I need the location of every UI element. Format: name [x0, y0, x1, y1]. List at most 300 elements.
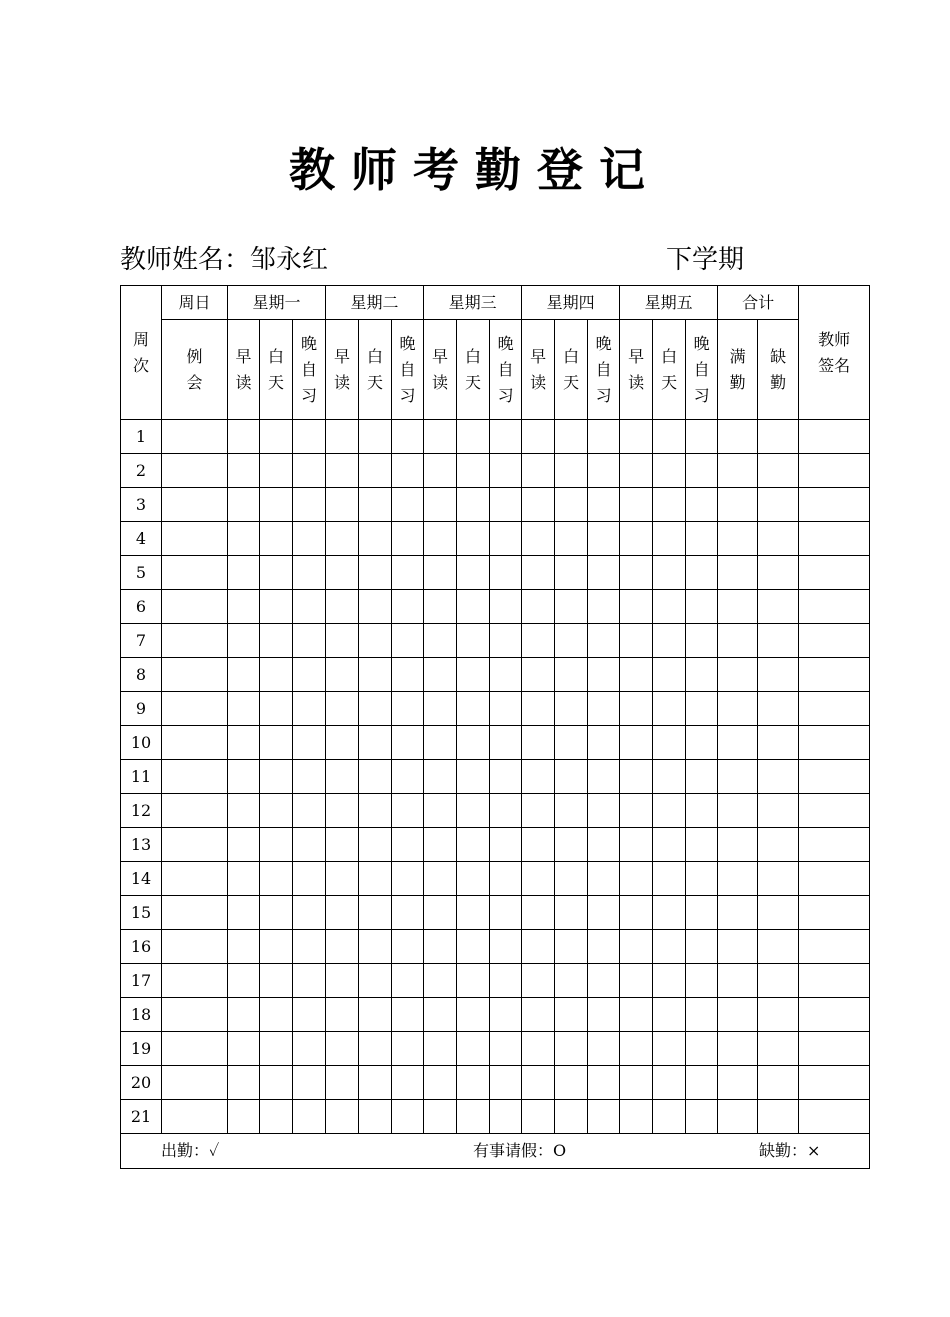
- attendance-cell[interactable]: [522, 556, 555, 590]
- attendance-cell[interactable]: [162, 488, 228, 522]
- attendance-cell[interactable]: [260, 590, 293, 624]
- attendance-cell[interactable]: [588, 624, 620, 658]
- attendance-cell[interactable]: [522, 658, 555, 692]
- attendance-cell[interactable]: [555, 454, 588, 488]
- attendance-cell[interactable]: [490, 556, 522, 590]
- signature-cell[interactable]: [799, 1032, 870, 1066]
- attendance-cell[interactable]: [522, 1032, 555, 1066]
- attendance-cell[interactable]: [758, 454, 799, 488]
- attendance-cell[interactable]: [326, 794, 359, 828]
- attendance-cell[interactable]: [653, 828, 686, 862]
- attendance-cell[interactable]: [490, 658, 522, 692]
- attendance-cell[interactable]: [686, 1100, 718, 1134]
- attendance-cell[interactable]: [457, 794, 490, 828]
- attendance-cell[interactable]: [424, 488, 457, 522]
- attendance-cell[interactable]: [588, 726, 620, 760]
- attendance-cell[interactable]: [522, 1100, 555, 1134]
- signature-cell[interactable]: [799, 420, 870, 454]
- attendance-cell[interactable]: [424, 896, 457, 930]
- signature-cell[interactable]: [799, 998, 870, 1032]
- attendance-cell[interactable]: [228, 590, 260, 624]
- signature-cell[interactable]: [799, 488, 870, 522]
- attendance-cell[interactable]: [718, 658, 758, 692]
- attendance-cell[interactable]: [359, 828, 392, 862]
- attendance-cell[interactable]: [653, 930, 686, 964]
- attendance-cell[interactable]: [457, 556, 490, 590]
- signature-cell[interactable]: [799, 1100, 870, 1134]
- attendance-cell[interactable]: [490, 454, 522, 488]
- signature-cell[interactable]: [799, 1066, 870, 1100]
- attendance-cell[interactable]: [758, 488, 799, 522]
- attendance-cell[interactable]: [162, 624, 228, 658]
- attendance-cell[interactable]: [653, 964, 686, 998]
- attendance-cell[interactable]: [718, 998, 758, 1032]
- attendance-cell[interactable]: [620, 930, 653, 964]
- attendance-cell[interactable]: [555, 488, 588, 522]
- attendance-cell[interactable]: [260, 1032, 293, 1066]
- attendance-cell[interactable]: [228, 998, 260, 1032]
- attendance-cell[interactable]: [620, 998, 653, 1032]
- attendance-cell[interactable]: [228, 624, 260, 658]
- attendance-cell[interactable]: [522, 930, 555, 964]
- signature-cell[interactable]: [799, 522, 870, 556]
- attendance-cell[interactable]: [588, 522, 620, 556]
- attendance-cell[interactable]: [359, 624, 392, 658]
- attendance-cell[interactable]: [686, 930, 718, 964]
- attendance-cell[interactable]: [653, 862, 686, 896]
- attendance-cell[interactable]: [555, 556, 588, 590]
- attendance-cell[interactable]: [758, 522, 799, 556]
- attendance-cell[interactable]: [228, 1066, 260, 1100]
- attendance-cell[interactable]: [653, 420, 686, 454]
- attendance-cell[interactable]: [228, 964, 260, 998]
- attendance-cell[interactable]: [588, 1066, 620, 1100]
- attendance-cell[interactable]: [392, 692, 424, 726]
- attendance-cell[interactable]: [293, 1100, 326, 1134]
- attendance-cell[interactable]: [620, 420, 653, 454]
- attendance-cell[interactable]: [359, 862, 392, 896]
- attendance-cell[interactable]: [718, 896, 758, 930]
- attendance-cell[interactable]: [588, 862, 620, 896]
- attendance-cell[interactable]: [555, 896, 588, 930]
- attendance-cell[interactable]: [653, 658, 686, 692]
- attendance-cell[interactable]: [555, 794, 588, 828]
- attendance-cell[interactable]: [424, 828, 457, 862]
- attendance-cell[interactable]: [490, 726, 522, 760]
- attendance-cell[interactable]: [758, 658, 799, 692]
- attendance-cell[interactable]: [718, 1066, 758, 1100]
- attendance-cell[interactable]: [228, 488, 260, 522]
- attendance-cell[interactable]: [490, 1032, 522, 1066]
- attendance-cell[interactable]: [293, 998, 326, 1032]
- attendance-cell[interactable]: [228, 556, 260, 590]
- attendance-cell[interactable]: [359, 488, 392, 522]
- attendance-cell[interactable]: [522, 828, 555, 862]
- attendance-cell[interactable]: [162, 998, 228, 1032]
- attendance-cell[interactable]: [424, 794, 457, 828]
- attendance-cell[interactable]: [620, 862, 653, 896]
- attendance-cell[interactable]: [260, 624, 293, 658]
- attendance-cell[interactable]: [588, 930, 620, 964]
- attendance-cell[interactable]: [522, 1066, 555, 1100]
- attendance-cell[interactable]: [653, 760, 686, 794]
- attendance-cell[interactable]: [359, 692, 392, 726]
- attendance-cell[interactable]: [758, 862, 799, 896]
- attendance-cell[interactable]: [522, 726, 555, 760]
- attendance-cell[interactable]: [718, 794, 758, 828]
- attendance-cell[interactable]: [758, 726, 799, 760]
- attendance-cell[interactable]: [293, 590, 326, 624]
- attendance-cell[interactable]: [424, 590, 457, 624]
- attendance-cell[interactable]: [260, 896, 293, 930]
- attendance-cell[interactable]: [260, 794, 293, 828]
- attendance-cell[interactable]: [620, 1100, 653, 1134]
- attendance-cell[interactable]: [522, 420, 555, 454]
- attendance-cell[interactable]: [326, 454, 359, 488]
- signature-cell[interactable]: [799, 624, 870, 658]
- attendance-cell[interactable]: [588, 1100, 620, 1134]
- attendance-cell[interactable]: [424, 454, 457, 488]
- attendance-cell[interactable]: [260, 828, 293, 862]
- attendance-cell[interactable]: [620, 794, 653, 828]
- attendance-cell[interactable]: [326, 862, 359, 896]
- attendance-cell[interactable]: [555, 760, 588, 794]
- attendance-cell[interactable]: [620, 828, 653, 862]
- attendance-cell[interactable]: [228, 930, 260, 964]
- attendance-cell[interactable]: [522, 692, 555, 726]
- attendance-cell[interactable]: [758, 590, 799, 624]
- attendance-cell[interactable]: [490, 896, 522, 930]
- attendance-cell[interactable]: [653, 692, 686, 726]
- attendance-cell[interactable]: [326, 726, 359, 760]
- attendance-cell[interactable]: [424, 556, 457, 590]
- attendance-cell[interactable]: [758, 964, 799, 998]
- attendance-cell[interactable]: [653, 726, 686, 760]
- attendance-cell[interactable]: [718, 692, 758, 726]
- attendance-cell[interactable]: [392, 1032, 424, 1066]
- attendance-cell[interactable]: [228, 454, 260, 488]
- attendance-cell[interactable]: [555, 1066, 588, 1100]
- attendance-cell[interactable]: [260, 998, 293, 1032]
- attendance-cell[interactable]: [686, 862, 718, 896]
- attendance-cell[interactable]: [718, 488, 758, 522]
- signature-cell[interactable]: [799, 760, 870, 794]
- attendance-cell[interactable]: [522, 964, 555, 998]
- attendance-cell[interactable]: [457, 454, 490, 488]
- attendance-cell[interactable]: [359, 1100, 392, 1134]
- attendance-cell[interactable]: [758, 1032, 799, 1066]
- attendance-cell[interactable]: [686, 998, 718, 1032]
- attendance-cell[interactable]: [359, 930, 392, 964]
- attendance-cell[interactable]: [718, 522, 758, 556]
- attendance-cell[interactable]: [686, 522, 718, 556]
- attendance-cell[interactable]: [162, 454, 228, 488]
- attendance-cell[interactable]: [260, 522, 293, 556]
- attendance-cell[interactable]: [490, 760, 522, 794]
- attendance-cell[interactable]: [326, 624, 359, 658]
- attendance-cell[interactable]: [260, 692, 293, 726]
- attendance-cell[interactable]: [260, 1100, 293, 1134]
- attendance-cell[interactable]: [686, 794, 718, 828]
- attendance-cell[interactable]: [620, 624, 653, 658]
- attendance-cell[interactable]: [490, 930, 522, 964]
- attendance-cell[interactable]: [522, 862, 555, 896]
- attendance-cell[interactable]: [326, 896, 359, 930]
- attendance-cell[interactable]: [392, 658, 424, 692]
- attendance-cell[interactable]: [490, 488, 522, 522]
- attendance-cell[interactable]: [522, 624, 555, 658]
- attendance-cell[interactable]: [490, 522, 522, 556]
- attendance-cell[interactable]: [758, 556, 799, 590]
- attendance-cell[interactable]: [326, 590, 359, 624]
- attendance-cell[interactable]: [457, 964, 490, 998]
- attendance-cell[interactable]: [555, 1100, 588, 1134]
- attendance-cell[interactable]: [359, 1066, 392, 1100]
- attendance-cell[interactable]: [758, 420, 799, 454]
- attendance-cell[interactable]: [424, 692, 457, 726]
- attendance-cell[interactable]: [620, 964, 653, 998]
- attendance-cell[interactable]: [392, 930, 424, 964]
- attendance-cell[interactable]: [326, 828, 359, 862]
- attendance-cell[interactable]: [686, 726, 718, 760]
- attendance-cell[interactable]: [293, 624, 326, 658]
- attendance-cell[interactable]: [522, 998, 555, 1032]
- attendance-cell[interactable]: [228, 794, 260, 828]
- attendance-cell[interactable]: [293, 726, 326, 760]
- attendance-cell[interactable]: [260, 726, 293, 760]
- attendance-cell[interactable]: [457, 522, 490, 556]
- attendance-cell[interactable]: [555, 726, 588, 760]
- attendance-cell[interactable]: [162, 726, 228, 760]
- attendance-cell[interactable]: [424, 930, 457, 964]
- attendance-cell[interactable]: [620, 658, 653, 692]
- attendance-cell[interactable]: [457, 1100, 490, 1134]
- attendance-cell[interactable]: [424, 1100, 457, 1134]
- attendance-cell[interactable]: [718, 1032, 758, 1066]
- attendance-cell[interactable]: [653, 896, 686, 930]
- attendance-cell[interactable]: [392, 760, 424, 794]
- attendance-cell[interactable]: [490, 624, 522, 658]
- attendance-cell[interactable]: [162, 1032, 228, 1066]
- attendance-cell[interactable]: [490, 590, 522, 624]
- attendance-cell[interactable]: [326, 964, 359, 998]
- attendance-cell[interactable]: [620, 896, 653, 930]
- attendance-cell[interactable]: [293, 1066, 326, 1100]
- attendance-cell[interactable]: [490, 862, 522, 896]
- attendance-cell[interactable]: [293, 964, 326, 998]
- attendance-cell[interactable]: [359, 522, 392, 556]
- attendance-cell[interactable]: [686, 488, 718, 522]
- attendance-cell[interactable]: [228, 692, 260, 726]
- attendance-cell[interactable]: [620, 1032, 653, 1066]
- attendance-cell[interactable]: [228, 726, 260, 760]
- attendance-cell[interactable]: [424, 658, 457, 692]
- attendance-cell[interactable]: [326, 420, 359, 454]
- attendance-cell[interactable]: [293, 760, 326, 794]
- attendance-cell[interactable]: [588, 454, 620, 488]
- attendance-cell[interactable]: [686, 1066, 718, 1100]
- attendance-cell[interactable]: [228, 522, 260, 556]
- attendance-cell[interactable]: [392, 624, 424, 658]
- attendance-cell[interactable]: [718, 420, 758, 454]
- attendance-cell[interactable]: [522, 794, 555, 828]
- attendance-cell[interactable]: [424, 964, 457, 998]
- attendance-cell[interactable]: [758, 624, 799, 658]
- attendance-cell[interactable]: [260, 454, 293, 488]
- attendance-cell[interactable]: [457, 488, 490, 522]
- attendance-cell[interactable]: [359, 658, 392, 692]
- attendance-cell[interactable]: [718, 1100, 758, 1134]
- attendance-cell[interactable]: [162, 420, 228, 454]
- signature-cell[interactable]: [799, 828, 870, 862]
- attendance-cell[interactable]: [457, 862, 490, 896]
- attendance-cell[interactable]: [718, 624, 758, 658]
- attendance-cell[interactable]: [522, 454, 555, 488]
- signature-cell[interactable]: [799, 964, 870, 998]
- attendance-cell[interactable]: [260, 964, 293, 998]
- attendance-cell[interactable]: [457, 896, 490, 930]
- attendance-cell[interactable]: [162, 930, 228, 964]
- attendance-cell[interactable]: [228, 828, 260, 862]
- signature-cell[interactable]: [799, 726, 870, 760]
- attendance-cell[interactable]: [653, 454, 686, 488]
- attendance-cell[interactable]: [293, 658, 326, 692]
- attendance-cell[interactable]: [490, 998, 522, 1032]
- attendance-cell[interactable]: [490, 692, 522, 726]
- attendance-cell[interactable]: [392, 998, 424, 1032]
- attendance-cell[interactable]: [588, 964, 620, 998]
- attendance-cell[interactable]: [555, 964, 588, 998]
- attendance-cell[interactable]: [392, 590, 424, 624]
- attendance-cell[interactable]: [359, 590, 392, 624]
- attendance-cell[interactable]: [653, 1032, 686, 1066]
- attendance-cell[interactable]: [228, 760, 260, 794]
- attendance-cell[interactable]: [260, 930, 293, 964]
- attendance-cell[interactable]: [162, 760, 228, 794]
- attendance-cell[interactable]: [457, 760, 490, 794]
- attendance-cell[interactable]: [392, 522, 424, 556]
- attendance-cell[interactable]: [392, 1066, 424, 1100]
- attendance-cell[interactable]: [588, 794, 620, 828]
- attendance-cell[interactable]: [228, 658, 260, 692]
- attendance-cell[interactable]: [555, 1032, 588, 1066]
- attendance-cell[interactable]: [392, 828, 424, 862]
- attendance-cell[interactable]: [392, 420, 424, 454]
- attendance-cell[interactable]: [457, 726, 490, 760]
- attendance-cell[interactable]: [162, 658, 228, 692]
- attendance-cell[interactable]: [424, 1032, 457, 1066]
- attendance-cell[interactable]: [522, 896, 555, 930]
- attendance-cell[interactable]: [293, 692, 326, 726]
- attendance-cell[interactable]: [686, 420, 718, 454]
- signature-cell[interactable]: [799, 794, 870, 828]
- attendance-cell[interactable]: [457, 420, 490, 454]
- attendance-cell[interactable]: [162, 1066, 228, 1100]
- attendance-cell[interactable]: [522, 590, 555, 624]
- attendance-cell[interactable]: [359, 896, 392, 930]
- attendance-cell[interactable]: [686, 760, 718, 794]
- attendance-cell[interactable]: [555, 590, 588, 624]
- attendance-cell[interactable]: [457, 1032, 490, 1066]
- attendance-cell[interactable]: [686, 896, 718, 930]
- attendance-cell[interactable]: [392, 556, 424, 590]
- attendance-cell[interactable]: [424, 862, 457, 896]
- attendance-cell[interactable]: [686, 1032, 718, 1066]
- attendance-cell[interactable]: [758, 760, 799, 794]
- attendance-cell[interactable]: [326, 658, 359, 692]
- attendance-cell[interactable]: [555, 420, 588, 454]
- attendance-cell[interactable]: [293, 556, 326, 590]
- attendance-cell[interactable]: [359, 794, 392, 828]
- attendance-cell[interactable]: [457, 590, 490, 624]
- attendance-cell[interactable]: [588, 896, 620, 930]
- attendance-cell[interactable]: [686, 828, 718, 862]
- attendance-cell[interactable]: [457, 658, 490, 692]
- attendance-cell[interactable]: [392, 726, 424, 760]
- attendance-cell[interactable]: [228, 1032, 260, 1066]
- attendance-cell[interactable]: [490, 1066, 522, 1100]
- attendance-cell[interactable]: [653, 488, 686, 522]
- attendance-cell[interactable]: [359, 420, 392, 454]
- attendance-cell[interactable]: [359, 726, 392, 760]
- attendance-cell[interactable]: [620, 556, 653, 590]
- attendance-cell[interactable]: [686, 556, 718, 590]
- attendance-cell[interactable]: [293, 896, 326, 930]
- signature-cell[interactable]: [799, 590, 870, 624]
- attendance-cell[interactable]: [620, 1066, 653, 1100]
- attendance-cell[interactable]: [162, 862, 228, 896]
- attendance-cell[interactable]: [326, 1066, 359, 1100]
- attendance-cell[interactable]: [620, 488, 653, 522]
- attendance-cell[interactable]: [686, 590, 718, 624]
- attendance-cell[interactable]: [293, 828, 326, 862]
- attendance-cell[interactable]: [718, 862, 758, 896]
- attendance-cell[interactable]: [326, 998, 359, 1032]
- attendance-cell[interactable]: [359, 556, 392, 590]
- attendance-cell[interactable]: [588, 556, 620, 590]
- attendance-cell[interactable]: [686, 692, 718, 726]
- attendance-cell[interactable]: [457, 930, 490, 964]
- attendance-cell[interactable]: [555, 828, 588, 862]
- attendance-cell[interactable]: [758, 930, 799, 964]
- attendance-cell[interactable]: [228, 420, 260, 454]
- attendance-cell[interactable]: [457, 998, 490, 1032]
- attendance-cell[interactable]: [718, 760, 758, 794]
- attendance-cell[interactable]: [260, 658, 293, 692]
- attendance-cell[interactable]: [718, 930, 758, 964]
- attendance-cell[interactable]: [686, 624, 718, 658]
- attendance-cell[interactable]: [326, 488, 359, 522]
- attendance-cell[interactable]: [555, 658, 588, 692]
- attendance-cell[interactable]: [293, 420, 326, 454]
- attendance-cell[interactable]: [588, 760, 620, 794]
- attendance-cell[interactable]: [758, 794, 799, 828]
- attendance-cell[interactable]: [555, 930, 588, 964]
- attendance-cell[interactable]: [588, 590, 620, 624]
- attendance-cell[interactable]: [555, 522, 588, 556]
- signature-cell[interactable]: [799, 862, 870, 896]
- attendance-cell[interactable]: [490, 828, 522, 862]
- signature-cell[interactable]: [799, 896, 870, 930]
- attendance-cell[interactable]: [758, 1100, 799, 1134]
- attendance-cell[interactable]: [718, 726, 758, 760]
- attendance-cell[interactable]: [424, 760, 457, 794]
- attendance-cell[interactable]: [293, 1032, 326, 1066]
- attendance-cell[interactable]: [555, 692, 588, 726]
- attendance-cell[interactable]: [588, 828, 620, 862]
- attendance-cell[interactable]: [326, 522, 359, 556]
- attendance-cell[interactable]: [758, 828, 799, 862]
